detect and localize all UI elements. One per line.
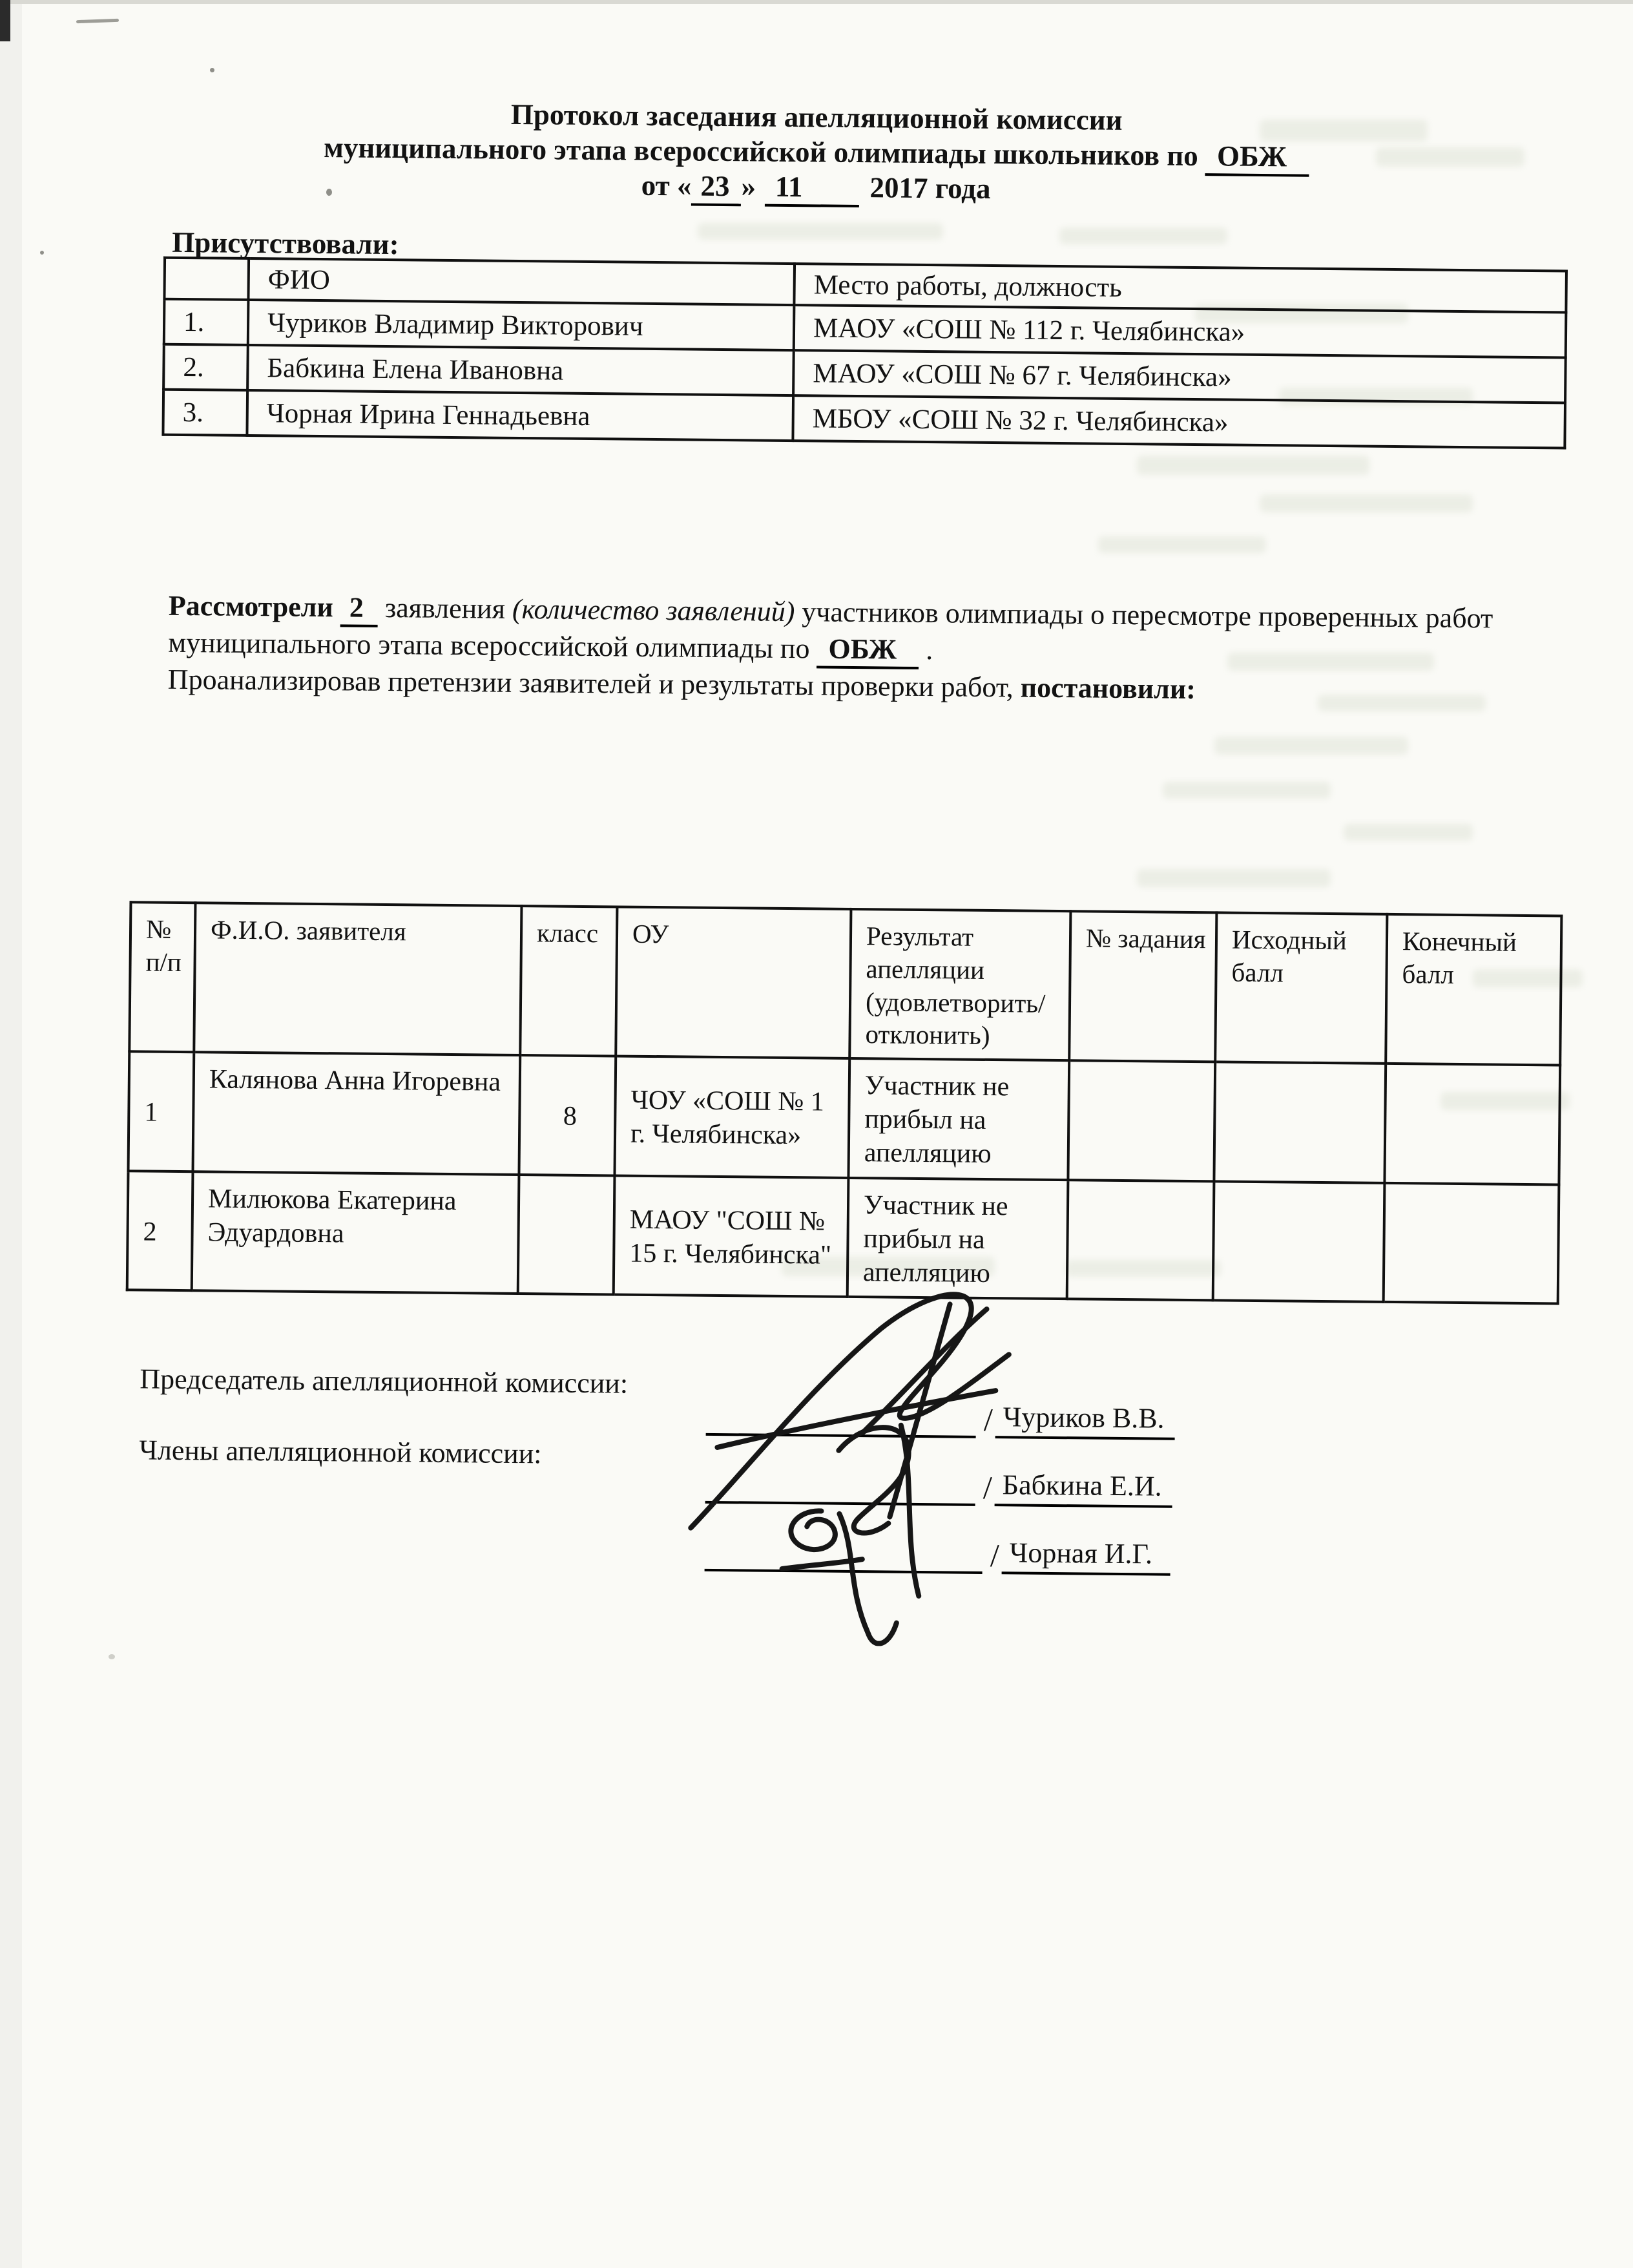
document-title [0,92,1633,212]
signature-line [706,1400,977,1438]
appeals-table [126,901,1563,1305]
month-blank: 11 [765,171,860,207]
signature-name: Чуриков В.В. [995,1400,1175,1440]
cell-final-score [1384,1064,1560,1184]
header-cell-num: № п/п [129,902,195,1052]
count-blank: 2 [340,591,379,627]
reviewed-sentence: Рассмотрели 2 заявления (количество заявлений) участников олимпиады о пересмотре проверенных работ муниципального этапа всероссийской олимпиады по ОБЖ . [168,587,1509,674]
cell-school: МАОУ "СОШ № 15 г. Челябинска" [614,1175,849,1297]
cell-result: Участник не прибыл на апелляцию [848,1177,1068,1298]
page-title-line3: от « 23 » 11 2017 года [0,162,1632,212]
cell-applicant: Милюкова Екатерина Эдуардовна [192,1171,519,1294]
header-cell-result: Результат апелляции (удовлетворить/ отклонить) [849,909,1070,1061]
signature-row [705,1465,1172,1508]
cell-workplace: МБОУ «СОШ № 32 г. Челябинска» [793,395,1565,448]
cell-num: 3. [163,390,247,436]
cell-num: 2. [163,344,248,390]
header-cell-fio: ФИО [248,258,795,305]
day-blank: 23 [691,170,742,207]
cell-num: 2 [127,1171,193,1290]
cell-name: Чорная Ирина Геннадьевна [247,390,793,441]
signature-line [705,1535,983,1574]
header-cell-task: № задания [1069,911,1216,1062]
appeals-row [129,1052,1561,1184]
header-cell-empty [164,258,249,300]
signature-line [705,1467,976,1506]
header-cell-school: ОУ [616,907,851,1058]
appeals-header-row [129,902,1561,1066]
cell-workplace: МАОУ «СОШ № 67 г. Челябинска» [793,350,1566,403]
page-title-line2: муниципального этапа всероссийской олимпиады школьников по ОБЖ [0,127,1633,177]
signature-name: Чорная И.Г. [1001,1536,1170,1576]
cell-grade: 8 [519,1055,616,1175]
header-cell-workplace: Место работы, должность [794,264,1566,312]
cell-grade [518,1175,615,1295]
attendees-heading: Присутствовали: [172,226,399,261]
cell-initial-score [1214,1062,1386,1183]
cell-final-score [1384,1182,1559,1303]
cell-task [1068,1061,1215,1181]
slash: / [990,1537,1000,1574]
cell-name: Бабкина Елена Ивановна [247,345,794,395]
header-cell-grade: класс [520,906,617,1056]
slash: / [983,1469,993,1506]
cell-result: Участник не прибыл на апелляцию [848,1058,1069,1179]
members-label: Члены апелляционной комиссии: [139,1434,542,1470]
page-title-line1: Протокол заседания апелляционной комиссии [510,98,1123,136]
cell-workplace: МАОУ «СОШ № 112 г. Челябинска» [794,305,1566,357]
cell-task [1067,1180,1214,1300]
cell-applicant: Калянова Анна Игоревна [193,1053,521,1175]
signature-name: Бабкина Е.И. [994,1468,1172,1508]
chair-label: Председатель апелляционной комиссии: [140,1363,629,1400]
header-cell-initial-score: Исходный балл [1215,912,1387,1064]
signature-row [705,1533,1171,1576]
signature-row [706,1398,1175,1440]
resolved-sentence: Проанализировав претензии заявителей и результаты проверки работ, постановили: [167,663,1196,706]
cell-name: Чуриков Владимир Викторович [248,300,795,350]
subject-blank: ОБЖ [1205,140,1309,177]
header-cell-final-score: Конечный балл [1386,914,1561,1066]
subject-blank-2: ОБЖ [816,633,919,669]
header-cell-applicant: Ф.И.О. заявителя [194,903,521,1055]
cell-num: 1 [129,1052,194,1171]
attendees-table [161,257,1568,450]
cell-school: ЧОУ «СОШ № 1 г. Челябинска» [614,1056,849,1178]
body-paragraph [168,587,1510,711]
cell-num: 1. [164,299,249,345]
appeals-row [127,1171,1559,1303]
slash: / [983,1401,993,1438]
cell-initial-score [1213,1181,1385,1302]
